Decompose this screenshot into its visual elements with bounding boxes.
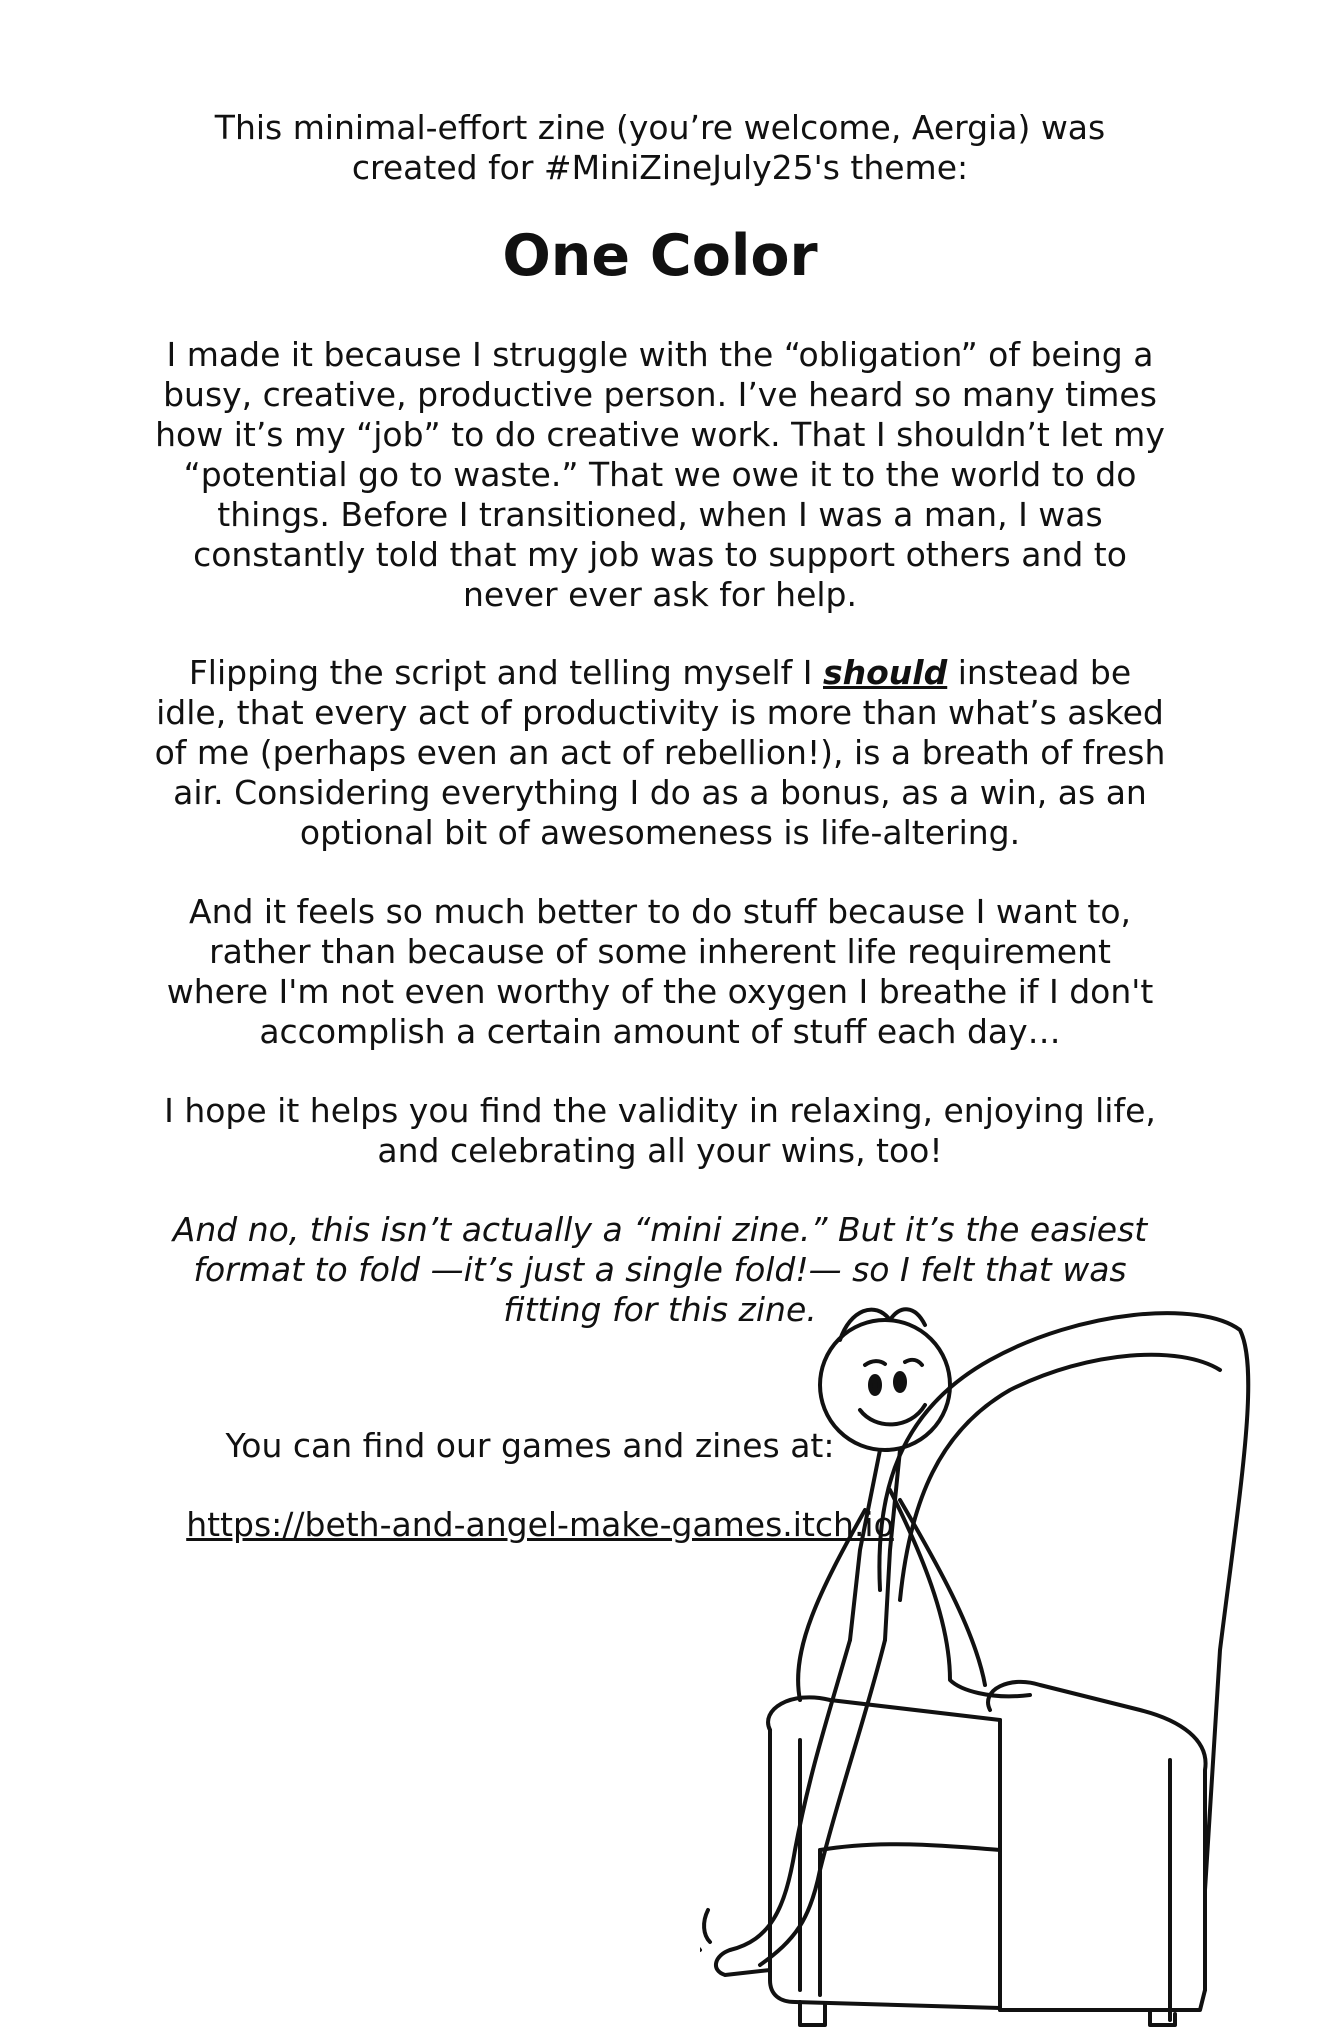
paragraph-flipping-script [90, 653, 1230, 853]
paragraph-hope: I hope it helps you find the validity in relaxing, enjoying life, and celebrating all your wins, too! [164, 1091, 1156, 1170]
itch-link[interactable]: https://beth-and-angel-make-games.itch.io [186, 1505, 894, 1544]
emphasis-should: should [823, 653, 948, 692]
paragraph-flipping-script-start: Flipping the script and telling myself I [188, 653, 823, 692]
paragraph-feels-better: And it feels so much better to do stuff because I want to, rather than because of some inherent life requirement where I'm not even worthy of the oxygen I breathe if I don't accomplish a certain amount of stuff each day… [166, 892, 1154, 1051]
paragraph-obligation: I made it because I struggle with the “obligation” of being a busy, creative, productive person. I’ve heard so many times how it’s my “job” to do creative work. That I shouldn’t let my “potential go to waste.” That we owe it to the world to do things. Before I transitioned, when I was a man, I was constantly told that my job was to support others and to never ever ask for help. [155, 335, 1165, 614]
paragraph-mini-zine-note: And no, this isn’t actually a “mini zine.” But it’s the easiest format to fold —it’s just a single fold!— so I felt that was fitting for this zine. [172, 1210, 1148, 1329]
intro-line-2: created for #MiniZineJuly25's theme: [351, 148, 969, 187]
find-games-text: You can find our games and zines at: [225, 1426, 835, 1465]
intro-line-1: This minimal-effort zine (you’re welcome, Aergia) was [214, 108, 1106, 147]
intro-text [100, 108, 1220, 188]
paragraph-flipping-script-end: instead be idle, that every act of productivity is more than what’s asked of me (perhaps even an act of rebellion!), is a breath of fresh air. Considering everything I do as a bonus, as a win, as an optional bit of awesomeness is life-altering. [154, 653, 1166, 852]
page-title: One Color [502, 223, 818, 289]
stick-figure-armchair-illustration [700, 1290, 1290, 2030]
